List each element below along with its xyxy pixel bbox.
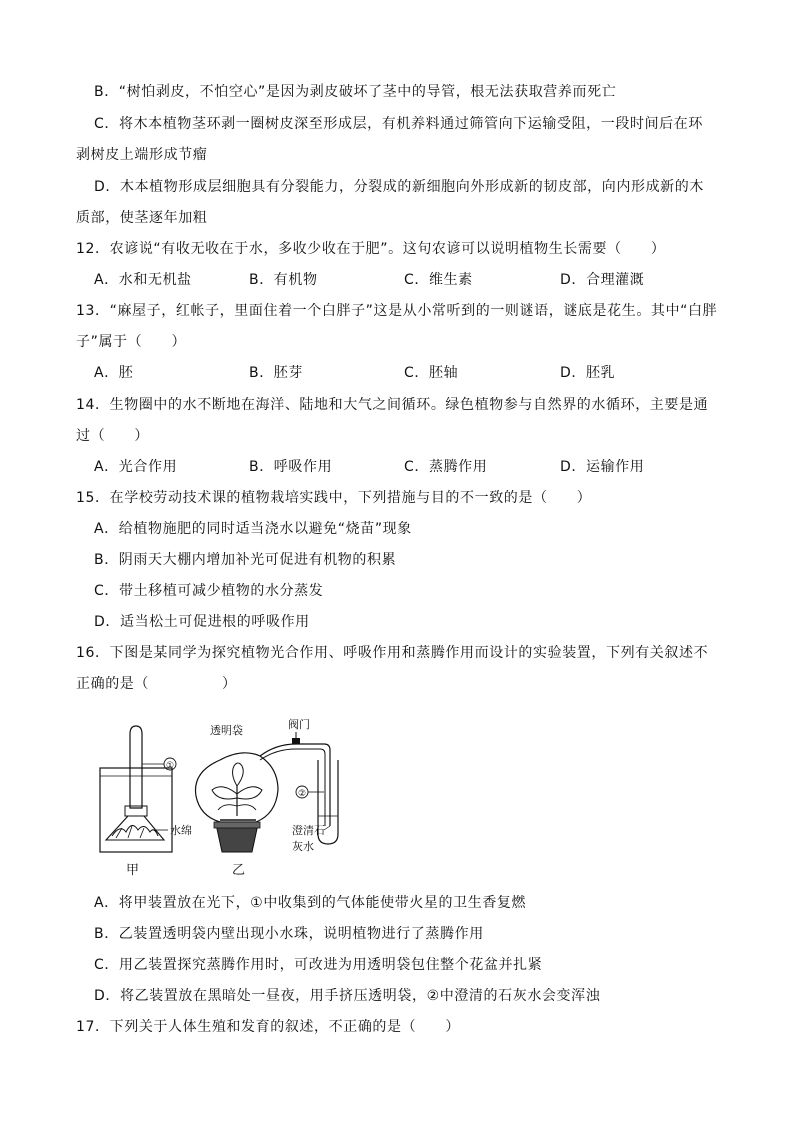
q14-option-c: C．蒸腾作用 [404, 459, 488, 475]
q14-option-b: B．呼吸作用 [249, 459, 333, 475]
marker-1-text: ① [166, 761, 175, 771]
q11-option-d-line2: 质部，使茎逐年加粗 [76, 210, 208, 226]
q11-option-c-line2: 剥树皮上端形成节瘤 [76, 147, 208, 163]
q15-option-d: D．适当松土可促进根的呼吸作用 [94, 614, 310, 630]
apparatus-jia [100, 726, 192, 878]
q16-option-c: C．用乙装置探究蒸腾作用时，可改进为用透明袋包住整个花盆并扎紧 [94, 957, 543, 973]
q13-option-b: B．胚芽 [249, 365, 304, 381]
apparatus-yi [196, 717, 339, 878]
q13-option-d: D．胚乳 [560, 365, 616, 381]
label-cotton: 水绵 [170, 824, 192, 837]
q15-option-c: C．带土移植可减少植物的水分蒸发 [94, 583, 324, 599]
q16-option-b: B．乙装置透明袋内壁出现小水珠，说明植物进行了蒸腾作用 [94, 926, 484, 942]
valve [292, 738, 300, 744]
q11-option-d-line1: D．木本植物形成层细胞具有分裂能力，分裂成的新细胞向外形成新的韧皮部，向内形成新的木 [94, 179, 704, 195]
q14-option-d: D．运输作用 [560, 459, 645, 475]
q12-option-b: B．有机物 [249, 272, 318, 288]
q13-option-a: A．胚 [94, 365, 134, 381]
inverted-test-tube [130, 726, 142, 808]
q16-option-d: D．将乙装置放在黑暗处一昼夜，用手挤压透明袋，②中澄清的石灰水会变浑浊 [94, 988, 601, 1004]
label-valve: 阀门 [288, 718, 310, 731]
q15-option-b: B．阴雨天大棚内增加补光可促进有机物的积累 [94, 552, 397, 568]
q17-stem: 17．下列关于人体生殖和发育的叙述，不正确的是（ ） [76, 1019, 461, 1035]
label-yi: 乙 [232, 863, 246, 878]
q12-option-a: A．水和无机盐 [94, 272, 192, 288]
q14-stem-line2: 过（ ） [76, 428, 149, 444]
algae [112, 825, 158, 836]
q13-option-c: C．胚轴 [404, 365, 459, 381]
q12-option-c: C．维生素 [404, 272, 473, 288]
label-lime-line1: 澄清石 [292, 824, 325, 837]
q16-stem-line2: 正确的是（ ） [76, 676, 237, 692]
label-jia: 甲 [126, 863, 140, 878]
funnel [106, 816, 164, 840]
q15-stem: 15．在学校劳动技术课的植物栽培实践中，下列措施与目的不一致的是（ ） [76, 490, 592, 506]
q12-stem: 12．农谚说“有收无收在于水，多收少收在于肥”。这句农谚可以说明植物生长需要（ ） [76, 241, 666, 257]
label-bag: 透明袋 [210, 724, 243, 737]
jar-outline [100, 768, 172, 852]
q13-stem-line1: 13．“麻屋子，红帐子，里面住着一个白胖子”这是从小常听到的一则谜语，谜底是花生。其中“白胖 [76, 303, 718, 319]
experiment-diagram [92, 716, 362, 882]
marker-2-text: ② [298, 789, 307, 799]
q13-stem-line2: 子”属于（ ） [76, 334, 187, 350]
q11-option-c-line1: C．将木本植物茎环剥一圈树皮深至形成层，有机养料通过筛管向下运输受阻，一段时间后在环 [94, 116, 703, 132]
q11-option-b: B．“树怕剥皮，不怕空心”是因为剥皮破坏了茎中的导管，根无法获取营养而死亡 [94, 84, 617, 100]
q14-option-a: A．光合作用 [94, 459, 178, 475]
q16-option-a: A．将甲装置放在光下，①中收集到的气体能使带火星的卫生香复燃 [94, 895, 527, 911]
q16-stem-line1: 16．下图是某同学为探究植物光合作用、呼吸作用和蒸腾作用而设计的实验装置，下列有关叙述不 [76, 645, 709, 661]
label-lime-line2: 灰水 [292, 840, 314, 853]
q12-option-d: D．合理灌溉 [560, 272, 645, 288]
q15-option-a: A．给植物施肥的同时适当浇水以避免“烧苗”现象 [94, 521, 412, 537]
q14-stem-line1: 14．生物圈中的水不断地在海洋、陆地和大气之间循环。绿色植物参与自然界的水循环，主要是通 [76, 397, 709, 413]
